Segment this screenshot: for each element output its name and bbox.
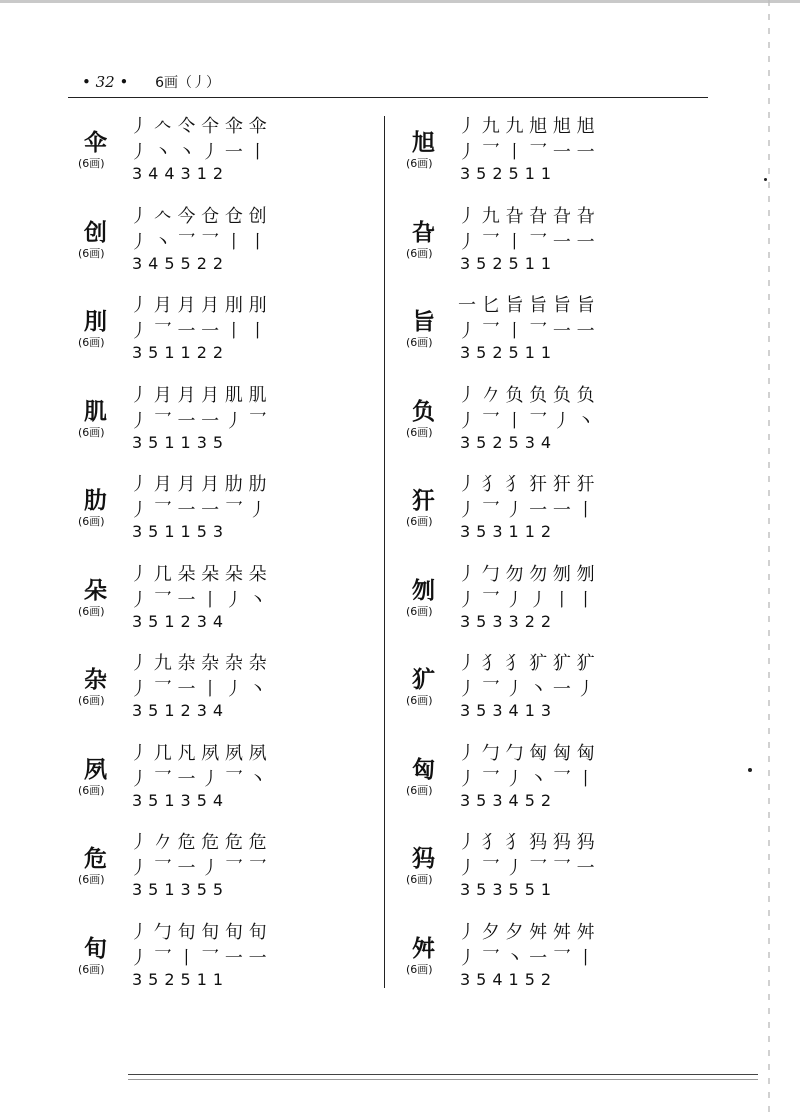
scan-speck xyxy=(764,178,767,181)
stroke-progression: 丿 犭 犭 犸 犸 犸 xyxy=(458,832,595,853)
stroke-count-tag: (6画) xyxy=(406,694,433,707)
header-rule xyxy=(68,97,708,98)
stroke-codes: 344312 xyxy=(132,164,230,183)
stroke-count-tag: (6画) xyxy=(406,962,433,976)
stroke-shapes: 丿 乛 一 丿 乛 乛 xyxy=(130,858,267,879)
entry-character: 肋 xyxy=(84,488,107,514)
stroke-count-tag: (6画) xyxy=(406,515,433,528)
stroke-progression: 丿 月 月 月 肌 肌 xyxy=(130,384,267,406)
stroke-count-tag: (6画) xyxy=(406,246,433,260)
stroke-progression: 丿 九 杂 杂 杂 杂 xyxy=(130,653,267,674)
stroke-count-tag: (6画) xyxy=(78,336,105,349)
stroke-count-tag: (6画) xyxy=(406,783,433,797)
stroke-codes: 353322 xyxy=(460,611,558,631)
scan-margin-noise xyxy=(768,0,770,1119)
footer-rule-faint xyxy=(128,1079,758,1080)
entry-character: 夙 xyxy=(84,756,107,783)
stroke-shapes: 丿 乛 丿 一 一 丨 xyxy=(458,500,595,521)
stroke-progression: 丿 勹 勹 匈 匈 匈 xyxy=(458,742,595,764)
stroke-codes: 353112 xyxy=(460,522,558,541)
section-title: 6画（丿） xyxy=(155,75,221,91)
stroke-codes: 352511 xyxy=(460,164,558,183)
char-entry xyxy=(406,558,706,648)
stroke-shapes: 丿 乛 一 丨 丿 丶 xyxy=(130,679,267,700)
entry-character: 舛 xyxy=(412,935,435,962)
stroke-shapes: 丿 乛 一 一 丿 乛 xyxy=(130,410,267,432)
stroke-shapes: 丿 乛 丿 丶 一 丿 xyxy=(458,679,595,700)
char-entry xyxy=(406,916,706,1006)
stroke-count-tag: (6画) xyxy=(406,336,433,349)
right-column xyxy=(406,110,706,1005)
stroke-progression: 丿 九 九 旭 旭 旭 xyxy=(458,116,595,137)
stroke-progression: 丿 九 旮 旮 旮 旮 xyxy=(458,205,595,227)
char-entry xyxy=(406,468,706,558)
stroke-count-tag: (6画) xyxy=(78,873,105,886)
stroke-count-tag: (6画) xyxy=(78,246,105,260)
entry-character: 肌 xyxy=(84,398,107,425)
stroke-codes: 353413 xyxy=(460,701,558,720)
stroke-codes: 354152 xyxy=(460,969,558,989)
stroke-progression: 丿 几 凡 夙 夙 夙 xyxy=(130,742,267,764)
stroke-codes: 351122 xyxy=(132,343,230,362)
char-entry xyxy=(78,916,378,1006)
stroke-progression: 一 匕 旨 旨 旨 旨 xyxy=(458,295,595,316)
char-entry xyxy=(78,558,378,648)
stroke-progression: 丿 月 月 月 刖 刖 xyxy=(130,295,267,316)
entry-character: 刖 xyxy=(84,309,107,335)
entry-character: 旨 xyxy=(412,309,435,335)
char-entry xyxy=(78,110,378,200)
stroke-shapes: 丿 乛 丿 丶 乛 丨 xyxy=(458,768,595,790)
stroke-progression: 丿 勹 旬 旬 旬 旬 xyxy=(130,921,267,943)
entry-character: 负 xyxy=(412,398,435,425)
footer-rule xyxy=(128,1074,758,1075)
stroke-shapes: 丿 乛 丨 乛 一 一 xyxy=(458,321,595,342)
stroke-shapes: 丿 丶 丶 丿 一 丨 xyxy=(130,142,267,163)
entry-character: 朵 xyxy=(84,577,107,604)
stroke-codes: 351135 xyxy=(132,432,230,452)
stroke-shapes: 丿 乛 丿 乛 乛 一 xyxy=(458,858,595,879)
stroke-count-tag: (6画) xyxy=(78,425,105,439)
char-entry xyxy=(406,289,706,379)
scan-speck xyxy=(748,768,752,772)
char-entry xyxy=(406,110,706,200)
char-entry xyxy=(78,379,378,469)
stroke-shapes: 丿 乛 一 丿 乛 丶 xyxy=(130,768,267,790)
page-header xyxy=(82,72,220,92)
stroke-progression: 丿 𠆢 仒 仐 伞 伞 xyxy=(130,116,267,137)
stroke-count-tag: (6画) xyxy=(78,157,105,170)
column-divider xyxy=(384,116,385,988)
stroke-shapes: 丿 乛 丶 一 乛 丨 xyxy=(458,947,595,969)
entry-character: 匈 xyxy=(412,756,435,783)
entry-character: 犷 xyxy=(412,667,435,693)
entry-character: 创 xyxy=(84,219,107,246)
stroke-shapes: 丿 乛 丨 乛 一 一 xyxy=(458,231,595,253)
stroke-shapes: 丿 乛 一 一 丨 丨 xyxy=(130,321,267,342)
char-entry xyxy=(78,468,378,558)
stroke-codes: 352511 xyxy=(460,343,558,362)
page-number: • 32 • xyxy=(82,73,129,91)
stroke-shapes: 丿 乛 丨 乛 丿 丶 xyxy=(458,410,595,432)
entry-character: 犴 xyxy=(412,488,435,514)
stroke-codes: 351355 xyxy=(132,880,230,899)
stroke-progression: 丿 𠆢 今 仓 仓 创 xyxy=(130,205,267,227)
stroke-count-tag: (6画) xyxy=(78,694,105,707)
stroke-shapes: 丿 丶 乛 乛 丨 丨 xyxy=(130,231,267,253)
stroke-shapes: 丿 乛 丨 乛 一 一 xyxy=(458,142,595,163)
stroke-count-tag: (6画) xyxy=(78,783,105,797)
stroke-progression: 丿 勹 勿 勿 刎 刎 xyxy=(458,563,595,585)
char-entry xyxy=(78,200,378,290)
stroke-codes: 353551 xyxy=(460,880,558,899)
stroke-count-tag: (6画) xyxy=(78,962,105,976)
char-entry xyxy=(406,379,706,469)
stroke-progression: 丿 月 月 月 肋 肋 xyxy=(130,474,267,495)
stroke-progression: 丿 犭 犭 犷 犷 犷 xyxy=(458,653,595,674)
stroke-progression: 丿 夕 夕 舛 舛 舛 xyxy=(458,921,595,943)
stroke-count-tag: (6画) xyxy=(78,604,105,618)
stroke-codes: 351234 xyxy=(132,611,230,631)
stroke-progression: 丿 𠂊 危 危 危 危 xyxy=(130,832,267,853)
char-entry xyxy=(78,826,378,916)
char-entry xyxy=(78,289,378,379)
char-entry xyxy=(406,647,706,737)
stroke-codes: 351234 xyxy=(132,701,230,720)
stroke-shapes: 丿 乛 丨 乛 一 一 xyxy=(130,947,267,969)
stroke-count-tag: (6画) xyxy=(406,157,433,170)
entry-character: 危 xyxy=(84,846,107,872)
stroke-shapes: 丿 乛 一 一 乛 丿 xyxy=(130,500,267,521)
entry-character: 犸 xyxy=(412,846,435,872)
stroke-count-tag: (6画) xyxy=(406,873,433,886)
stroke-codes: 345522 xyxy=(132,253,230,273)
scan-edge xyxy=(0,0,800,3)
stroke-codes: 351153 xyxy=(132,522,230,541)
char-entry xyxy=(406,737,706,827)
entry-character: 刎 xyxy=(412,577,435,604)
left-column xyxy=(78,110,378,1005)
stroke-codes: 352534 xyxy=(460,432,558,452)
stroke-shapes: 丿 乛 丿 丿 丨 丨 xyxy=(458,589,595,611)
stroke-shapes: 丿 乛 一 丨 丿 丶 xyxy=(130,589,267,611)
entry-character: 旬 xyxy=(84,935,107,962)
char-entry xyxy=(406,200,706,290)
stroke-count-tag: (6画) xyxy=(406,425,433,439)
entry-character: 杂 xyxy=(84,667,107,693)
stroke-progression: 丿 𠂊 负 负 负 负 xyxy=(458,384,595,406)
stroke-count-tag: (6画) xyxy=(78,515,105,528)
char-entry xyxy=(406,826,706,916)
char-entry xyxy=(78,737,378,827)
stroke-codes: 351354 xyxy=(132,790,230,810)
entry-character: 旮 xyxy=(412,219,435,246)
stroke-codes: 352511 xyxy=(132,969,230,989)
stroke-progression: 丿 犭 犭 犴 犴 犴 xyxy=(458,474,595,495)
stroke-progression: 丿 几 朵 朵 朵 朵 xyxy=(130,563,267,585)
char-entry xyxy=(78,647,378,737)
stroke-count-tag: (6画) xyxy=(406,604,433,618)
entry-character: 旭 xyxy=(412,130,435,156)
stroke-codes: 353452 xyxy=(460,790,558,810)
entry-character: 伞 xyxy=(84,130,107,156)
stroke-codes: 352511 xyxy=(460,253,558,273)
